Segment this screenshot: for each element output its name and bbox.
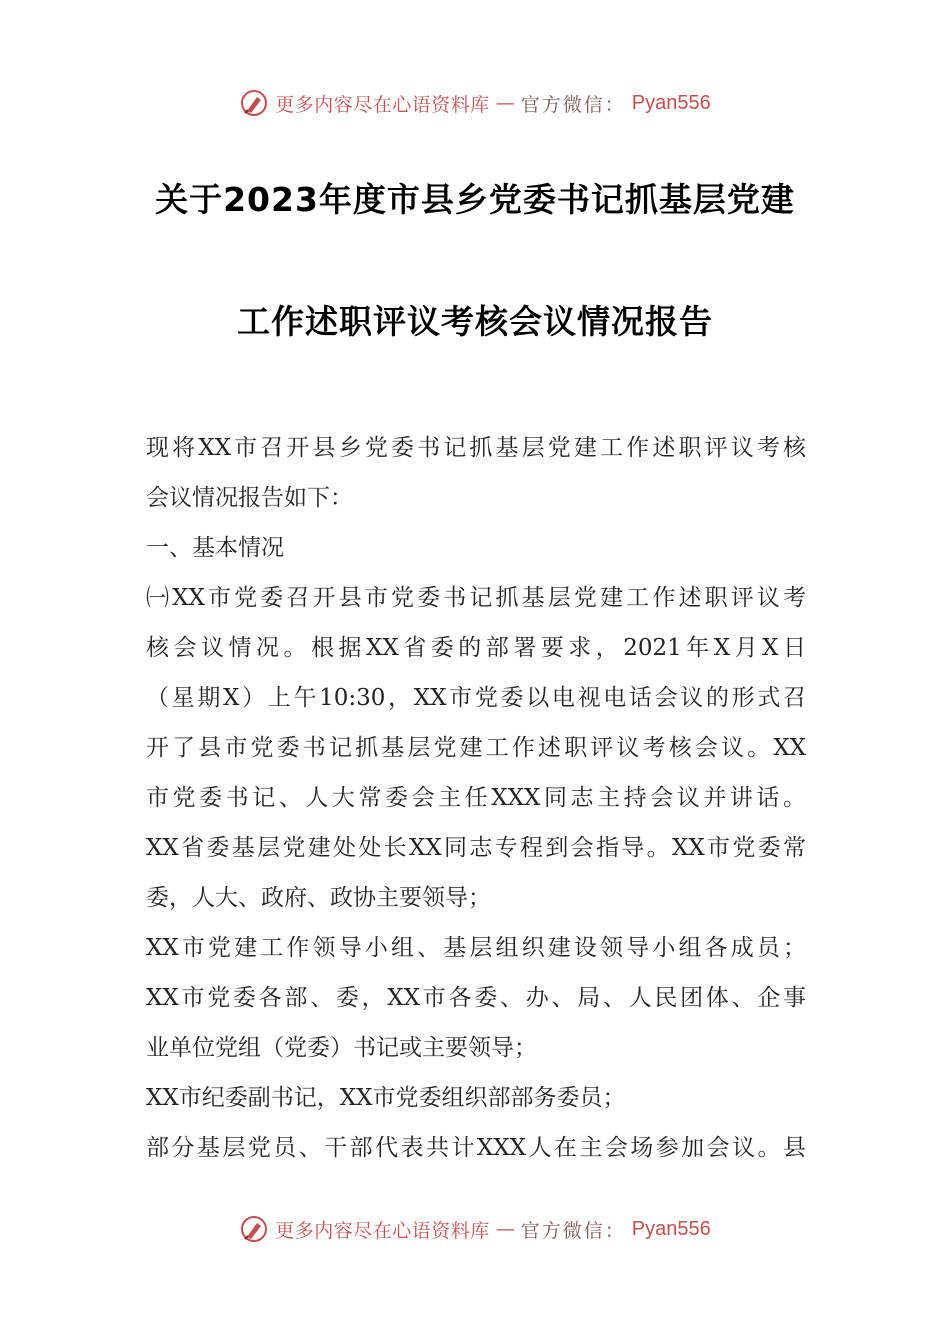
- body-line: XX市党委各部、委，XX市各委、办、局、人民团体、企事: [146, 985, 806, 1011]
- watermark-official: 官方微信：: [520, 1219, 626, 1242]
- footer-watermark: [0, 1212, 950, 1246]
- body-line: 部分基层党员、干部代表共计XXX人在主会场参加会议。县: [146, 1135, 806, 1161]
- watermark-dash: —: [495, 1218, 515, 1240]
- document-title-line-2: 工作述职评议考核会议情况报告: [237, 302, 713, 341]
- body-line: 市党委书记、人大常委会主任XXX同志主持会议并讲话。: [146, 785, 806, 811]
- body-line: XX市纪委副书记，XX市党委组织部部务委员；: [146, 1085, 626, 1111]
- watermark-text: 更多内容尽在心语资料库: [275, 93, 490, 116]
- header-watermark: [0, 86, 950, 120]
- pen-nib-icon: [239, 1214, 269, 1244]
- watermark-text: 更多内容尽在心语资料库: [275, 1219, 490, 1242]
- watermark-id: Pyan556: [631, 91, 711, 114]
- body-line: XX市党建工作领导小组、基层组织建设领导小组各成员；: [146, 935, 806, 961]
- body-line: 开了县市党委书记抓基层党建工作述职评议考核会议。XX: [146, 735, 806, 761]
- section-heading: 一、基本情况: [146, 535, 284, 561]
- body-line: 核会议情况。根据XX省委的部署要求，2021年X月X日: [146, 635, 806, 661]
- body-line: （星期X）上午10:30，XX市党委以电视电话会议的形式召: [146, 685, 806, 711]
- watermark-id: Pyan556: [631, 1217, 711, 1240]
- pen-nib-icon: [239, 88, 269, 118]
- body-line: 委，人大、政府、政协主要领导；: [146, 885, 491, 911]
- body-line: ㈠XX市党委召开县市党委书记抓基层党建工作述职评议考: [146, 585, 806, 611]
- body-line: 会议情况报告如下：: [146, 485, 353, 511]
- body-line: 业单位党组（党委）书记或主要领导；: [146, 1035, 537, 1061]
- watermark-dash: —: [495, 92, 515, 114]
- watermark-official: 官方微信：: [520, 93, 626, 116]
- body-line: 现将XX市召开县乡党委书记抓基层党建工作述职评议考核: [146, 435, 806, 461]
- document-title-line-1: 关于2023年度市县乡党委书记抓基层党建: [155, 180, 795, 219]
- body-line: XX省委基层党建处处长XX同志专程到会指导。XX市党委常: [146, 835, 806, 861]
